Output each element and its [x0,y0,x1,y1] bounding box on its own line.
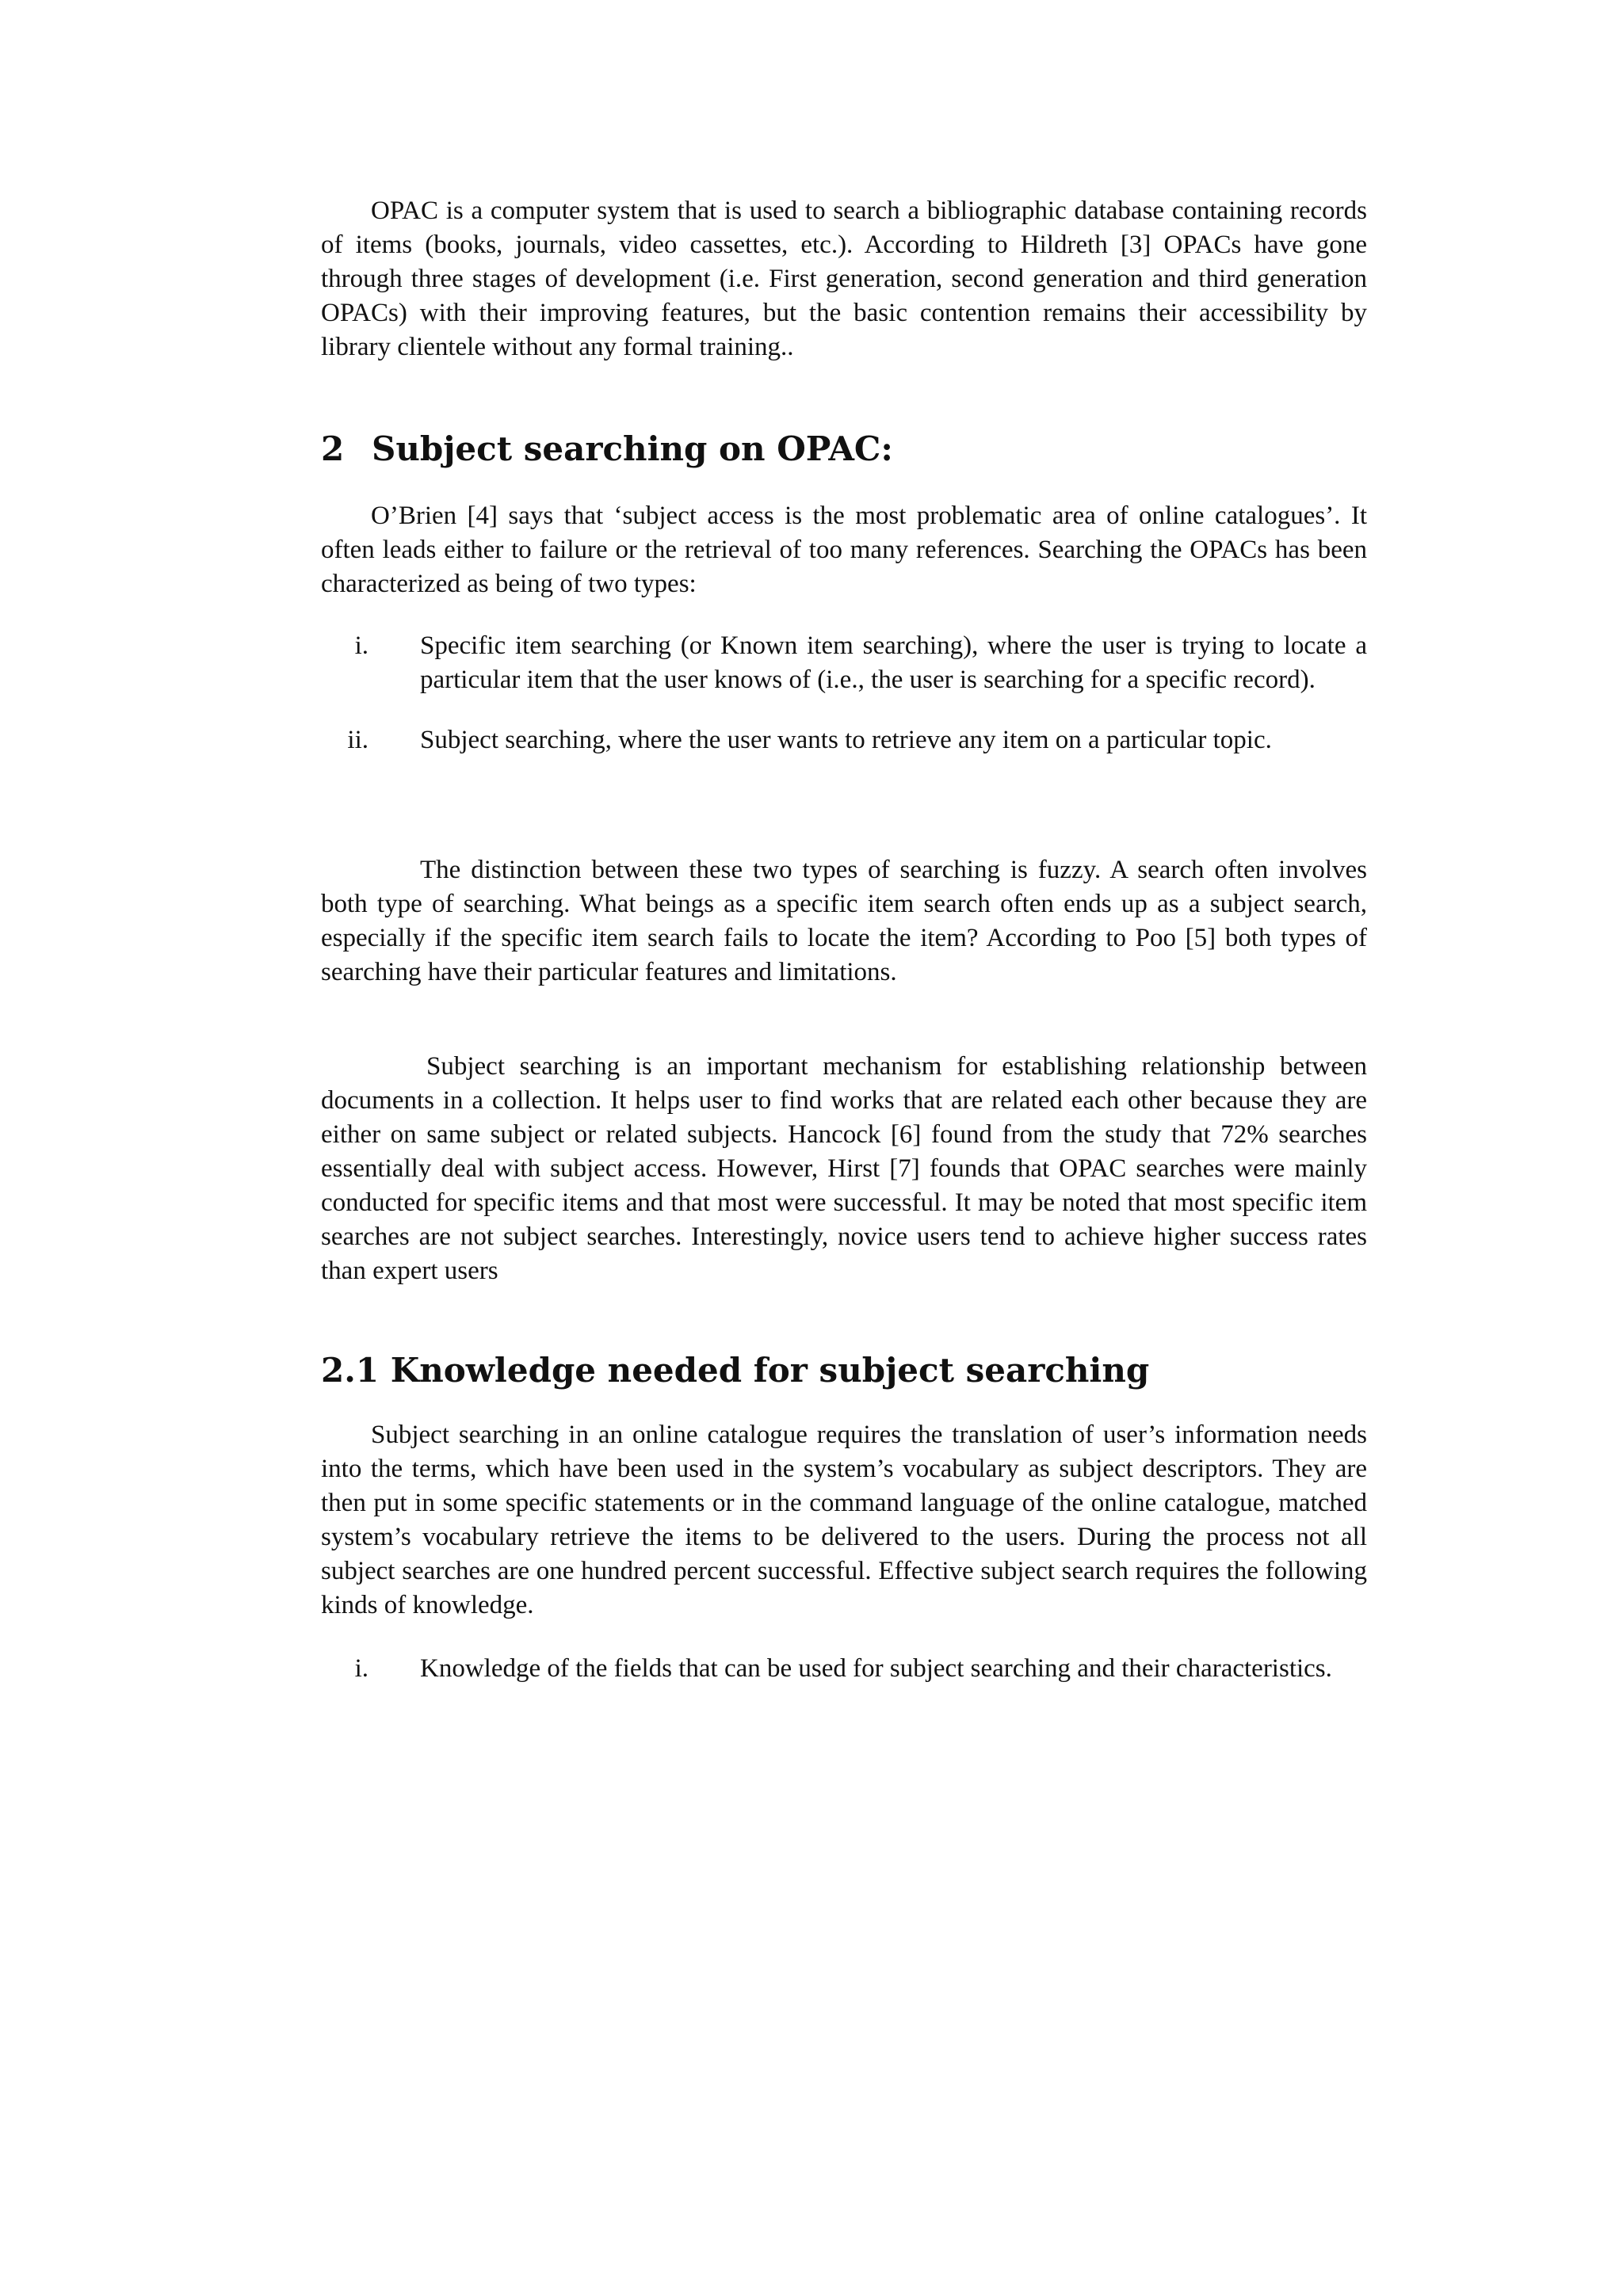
section-2-number: 2 [321,429,345,468]
intro-paragraph: OPAC is a computer system that is used to search a bibliographic database containing records of items (books, journals, video cassettes, etc.). According to Hildreth [3] OPACs have gone through three stages of development (i.e. First generation, second generation and third generation OPACs) with their improving features, but the basic contention remains their accessibility by library clientele without any formal training.. [321,196,1367,361]
list-marker: i. [354,631,369,660]
list-marker: ii. [347,726,369,754]
list-item-text: Knowledge of the fields that can be used for subject searching and their characteristics. [420,1654,1332,1683]
knowledge-paragraph: Subject searching in an online catalogue requires the translation of user’s information needs into the terms, which have been used in the system’s vocabulary as subject descriptors. They are then put in some specific statements or in the command language of the online catalogue, matched system’s vocabulary retrieve the items to be delivered to the users. During the process not all subject searches are one hundred percent successful. Effective subject search requires the following kinds of knowledge. [321,1421,1367,1619]
section-2-heading [321,428,893,471]
list-item-text: Subject searching, where the user wants to retrieve any item on a particular topic. [420,726,1272,754]
knowledge-list [321,1652,1367,1686]
distinction-paragraph: The distinction between these two types of searching is fuzzy. A search often involves both type of searching. What beings as a specific item search often ends up as a subject search, especially if the specific item search fails to locate the item? According to Poo [5] both types of searching have their particular features and limitations. [321,856,1367,986]
importance-paragraph: Subject searching is an important mechanism for establishing relationship between documents in a collection. It helps user to find works that are related each other because they are either on same subject or related subjects. Hancock [6] found from the study that 72% searches essentially deal with subject access. However, Hirst [7] founds that OPAC searches were mainly conducted for specific items and that most were successful. It may be noted that most specific item searches are not subject searches. Interestingly, novice users tend to achieve higher success rates than expert users [321,1052,1367,1285]
list-item [321,1652,1367,1686]
section-2-title: Subject searching on OPAC: [372,429,893,468]
list-item [321,723,1367,757]
list-item [321,629,1367,697]
section-2-1-heading: 2.1 Knowledge needed for subject searching [321,1351,1150,1390]
list-item-text: Specific item searching (or Known item searching), where the user is trying to locate a particular item that the user knows of (i.e., the user is searching for a specific record). [420,631,1367,694]
list-marker: i. [354,1654,369,1683]
search-types-list [321,629,1367,757]
obrien-paragraph: O’Brien [4] says that ‘subject access is the most problematic area of online catalogues’. It often leads either to failure or the retrieval of too many references. Searching the OPACs has been characterized as being of two types: [321,502,1367,598]
